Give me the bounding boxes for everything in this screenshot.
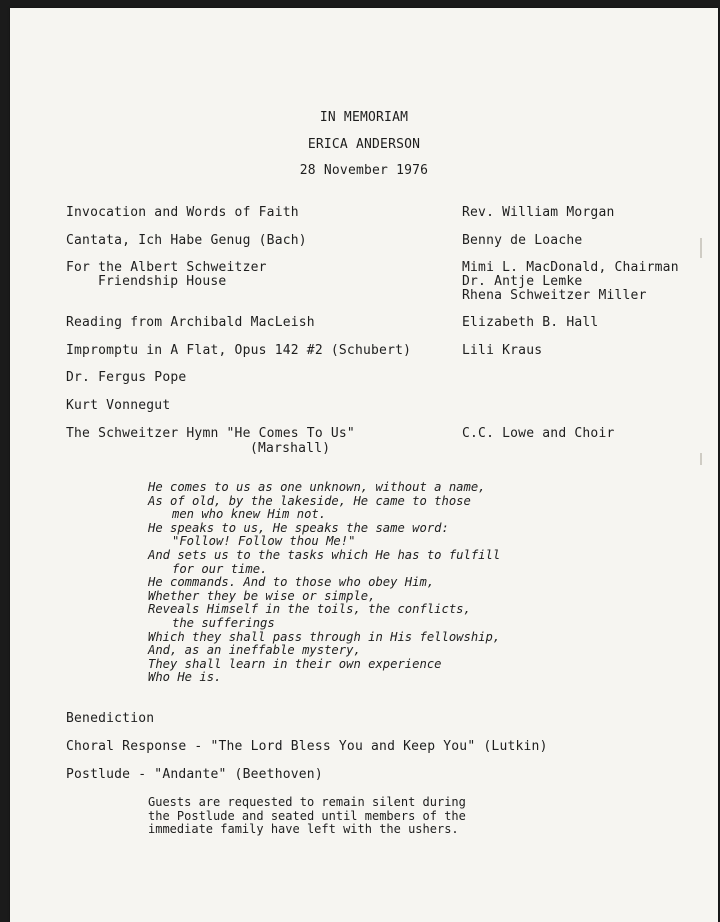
guest-note [148,796,466,837]
program-performer: Benny de Loache [462,233,583,248]
program-performer: Dr. Antje Lemke [462,274,583,289]
page-edge-mark [700,238,702,258]
hymn-line: He commands. And to those who obey Him, [148,575,435,590]
hymn-line: They shall learn in their own experience [148,656,442,671]
service-date: 28 November 1976 [299,163,429,178]
hymn-line: Who He is. [148,670,222,685]
hymn-line: Reveals Himself in the toils, the conflicts, [148,602,471,617]
program-performer: Mimi L. MacDonald, Chairman [462,260,679,275]
program-item: Dr. Fergus Pope [66,370,187,385]
hymn-line: As of old, by the lakeside, He came to those [148,493,471,508]
hymn-line: the sufferings [172,615,275,630]
program-item: Invocation and Words of Faith [66,205,299,220]
hymn-line: "Follow! Follow thou Me!" [172,534,356,549]
hymn-line: And sets us to the tasks which He has to fulfill [148,547,501,562]
program-performer: Elizabeth B. Hall [462,315,599,330]
program-item: For the Albert Schweitzer [66,260,267,275]
program-performer: Rhena Schweitzer Miller [462,288,647,303]
page-edge-mark [700,453,702,465]
program-performer: C.C. Lowe and Choir [462,426,615,441]
program-item: The Schweitzer Hymn "He Comes To Us" [66,426,355,441]
memoriam-heading: IN MEMORIAM [319,110,409,125]
program-item-continued: (Marshall) [250,441,331,456]
hymn-line: Which they shall pass through in His fellowship, [148,629,501,644]
note-line: immediate family have left with the ushers. [148,822,459,837]
memorial-program-page [10,8,718,922]
program-item: Impromptu in A Flat, Opus 142 #2 (Schubert) [66,343,412,358]
hymn-line: And, as an ineffable mystery, [148,643,361,658]
hymn-line: for our time. [172,561,268,576]
closing-item: Postlude - "Andante" (Beethoven) [66,767,323,782]
hymn-line: He speaks to us, He speaks the same word: [148,520,449,535]
program-performer: Lili Kraus [462,343,543,358]
hymn-line: He comes to us as one unknown, without a name, [148,480,486,494]
program-item: Kurt Vonnegut [66,398,171,413]
program-item-continued: Friendship House [98,274,227,289]
program-item: Cantata, Ich Habe Genug (Bach) [66,233,307,248]
closing-item: Benediction [66,711,155,726]
hymn-line: men who knew Him not. [172,507,327,522]
program-item: Reading from Archibald MacLeish [66,315,315,330]
note-line: the Postlude and seated until members of the [148,808,466,823]
honoree-name: ERICA ANDERSON [307,137,421,152]
hymn-line: Whether they be wise or simple, [148,588,376,603]
note-line: Guests are requested to remain silent during [148,795,466,809]
program-performer: Rev. William Morgan [462,205,615,220]
closing-item: Choral Response - "The Lord Bless You and Keep You" (Lutkin) [66,739,548,754]
hymn-text [148,481,668,685]
